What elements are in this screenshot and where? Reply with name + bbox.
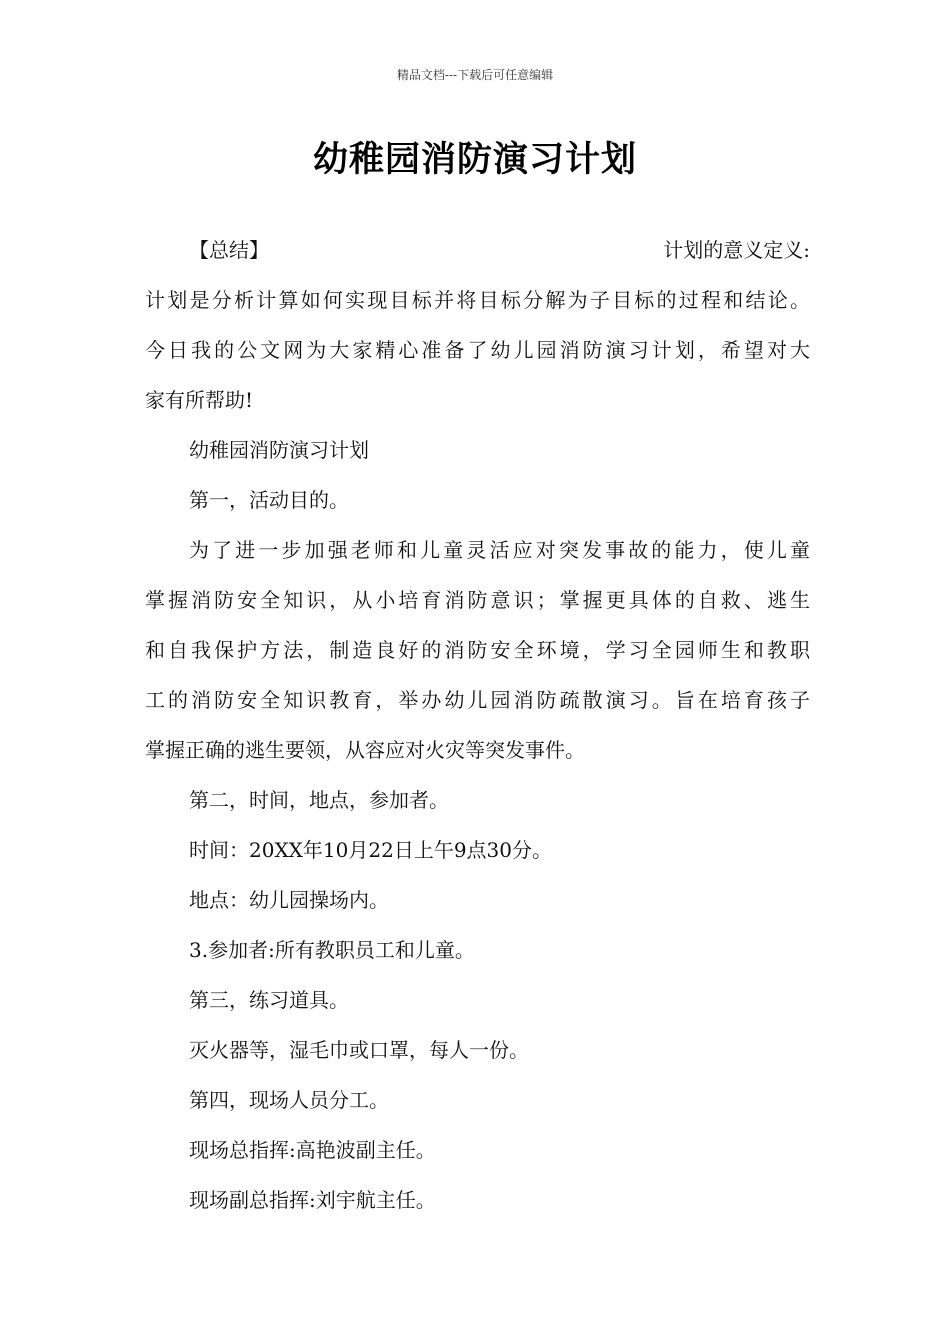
paragraph-line: 和自我保护方法，制造良好的消防安全环境，学习全园师生和教职 — [145, 638, 810, 662]
time-line: 时间：20XX年10月22日上午9点30分。 — [189, 838, 552, 862]
subtitle: 幼稚园消防演习计划 — [189, 438, 369, 462]
definition-label: 计划的意义定义: — [663, 238, 810, 262]
section-heading: 第一，活动目的。 — [189, 488, 349, 512]
header-note: 精品文档---下载后可任意编辑 — [396, 68, 554, 82]
intro-line: 计划是分析计算如何实现目标并将目标分解为子目标的过程和结论。 — [145, 288, 810, 312]
section-heading: 第二，时间，地点，参加者。 — [189, 788, 449, 812]
intro-line: 家有所帮助! — [145, 388, 254, 412]
paragraph-line: 掌握消防安全知识，从小培育消防意识；掌握更具体的自救、逃生 — [145, 588, 810, 612]
document-body — [145, 225, 810, 1225]
paragraph-line: 为了进一步加强老师和儿童灵活应对突发事故的能力，使儿童 — [189, 538, 810, 562]
participants-line: 3.参加者:所有教职员工和儿童。 — [189, 938, 475, 962]
section-heading: 第四，现场人员分工。 — [189, 1088, 389, 1112]
commander-line: 现场总指挥:高艳波副主任。 — [189, 1138, 436, 1162]
intro-line: 今日我的公文网为大家精心准备了幼儿园消防演习计划，希望对大 — [145, 338, 810, 362]
summary-tag: 【总结】 — [189, 238, 269, 262]
deputy-commander-line: 现场副总指挥:刘宇航主任。 — [189, 1188, 436, 1212]
paragraph-line: 工的消防安全知识教育，举办幼儿园消防疏散演习。旨在培育孩子 — [145, 688, 810, 712]
section-heading: 第三，练习道具。 — [189, 988, 349, 1012]
intro-row — [145, 225, 810, 275]
document-title: 幼稚园消防演习计划 — [312, 140, 637, 180]
paragraph-line: 掌握正确的逃生要领，从容应对火灾等突发事件。 — [145, 738, 585, 762]
props-line: 灭火器等，湿毛巾或口罩，每人一份。 — [189, 1038, 529, 1062]
place-line: 地点：幼儿园操场内。 — [189, 888, 389, 912]
